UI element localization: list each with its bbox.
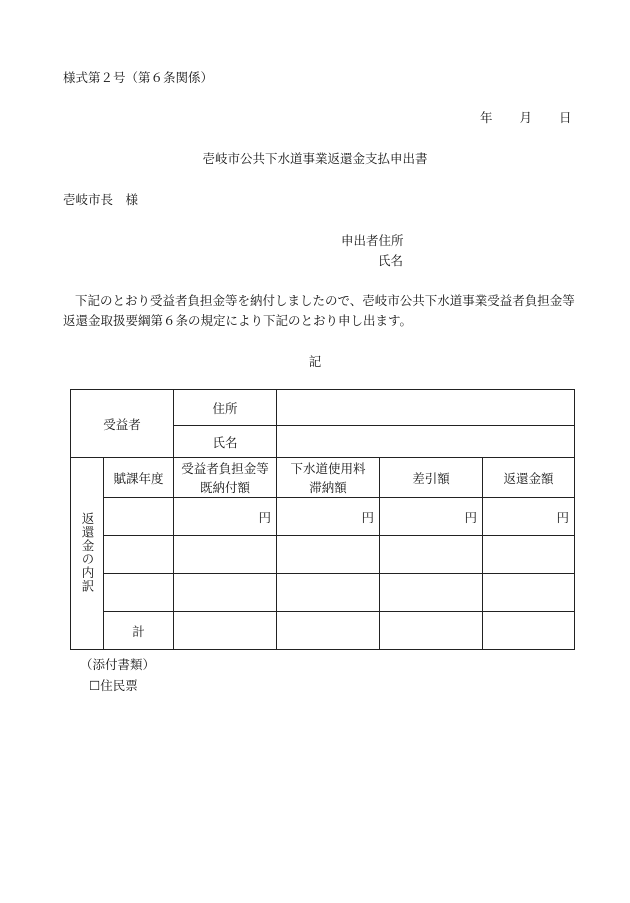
fiscal-year-cell[interactable]: [104, 536, 174, 574]
col-deduction: 差引額: [380, 458, 483, 498]
refund-table: [70, 389, 575, 650]
ki-heading: 記: [308, 354, 322, 369]
applicant-name-label: 氏名: [378, 253, 404, 268]
refund-cell[interactable]: 円: [483, 498, 575, 536]
sewer-arrears-cell[interactable]: [277, 536, 380, 574]
col-paid-line2: 既納付額: [200, 479, 251, 495]
form-number: 様式第２号（第６条関係）: [63, 70, 214, 85]
col-sewer-line1: 下水道使用料: [290, 460, 366, 476]
total-refund-cell[interactable]: [483, 612, 575, 650]
paid-amount-cell[interactable]: [174, 536, 277, 574]
date-month-label: 月: [519, 110, 533, 125]
date-year-label: 年: [480, 110, 493, 125]
refund-cell[interactable]: [483, 536, 575, 574]
addressee: 壱岐市長 様: [63, 192, 139, 207]
fiscal-year-cell[interactable]: [104, 574, 174, 612]
deduction-cell[interactable]: [380, 574, 483, 612]
paid-amount-cell[interactable]: [174, 574, 277, 612]
deduction-cell[interactable]: [380, 536, 483, 574]
col-fiscal-year: 賦課年度: [104, 458, 174, 498]
col-paid-amount: [174, 458, 277, 498]
name-label: 氏名: [174, 426, 277, 458]
applicant-address-label: 申出者住所: [341, 233, 404, 248]
refund-cell[interactable]: [483, 574, 575, 612]
sewer-arrears-cell[interactable]: 円: [277, 498, 380, 536]
deduction-cell[interactable]: 円: [380, 498, 483, 536]
total-deduction-cell[interactable]: [380, 612, 483, 650]
fiscal-year-cell[interactable]: [104, 498, 174, 536]
attachment-item-residence-certificate[interactable]: ☐住民票: [89, 678, 138, 693]
address-label: 住所: [174, 390, 277, 426]
paid-amount-cell[interactable]: 円: [174, 498, 277, 536]
total-paid-cell[interactable]: [174, 612, 277, 650]
date-line: [480, 108, 572, 126]
col-sewer-arrears: [277, 458, 380, 498]
body-text: 下記のとおり受益者負担金等を納付しましたので、壱岐市公共下水道事業受益者負担金等返還金取扱要綱第６条の規定により下記のとおり申し出ます。: [63, 293, 575, 328]
beneficiary-label: 受益者: [71, 390, 174, 458]
col-paid-line1: 受益者負担金等: [181, 460, 269, 476]
refund-detail-label: 返還金の内訳: [71, 458, 104, 650]
total-label: 計: [104, 612, 174, 650]
document-title: 壱岐市公共下水道事業返還金支払申出書: [202, 151, 428, 166]
attachments-label: （添付書類）: [80, 657, 156, 672]
total-sewer-cell[interactable]: [277, 612, 380, 650]
name-field[interactable]: [277, 426, 575, 458]
sewer-arrears-cell[interactable]: [277, 574, 380, 612]
date-day-label: 日: [559, 110, 572, 125]
address-field[interactable]: [277, 390, 575, 426]
col-refund: 返還金額: [483, 458, 575, 498]
col-sewer-line2: 滞納額: [309, 479, 347, 495]
